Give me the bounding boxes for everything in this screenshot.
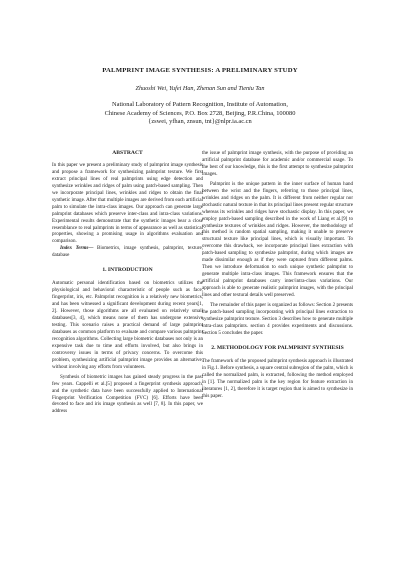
index-terms bbox=[52, 245, 203, 259]
index-terms-label: Index Terms— bbox=[60, 245, 94, 252]
abstract-heading: ABSTRACT bbox=[112, 150, 143, 156]
affiliation-line-2: Chinese Academy of Sciences, P.O. Box 2728, Beijing, P.R.China, 100080 bbox=[104, 109, 296, 117]
methodology-paragraph-1: The framework of the proposed palmprint synthesis approach is illustrated in Fig.1. Before synthesis, a square central subregion of the palm, which is called the normalized palm, is extracted, following the method employed in [1]. The normalized palm is the key region for feature extraction in literatures [1, 2], therefore it is target region that is aimed to synthesize in this paper. bbox=[202, 357, 353, 399]
abstract-text: In this paper we present a preliminary study of palmprint image synthesis and propose a framework for synthesizing palmprint texture. We first extract principal lines of real palmprints using edge detection and synthesize wrinkles and ridges of palm using patch-based sampling. Then we incorporate principal lines, wrinkles and ridges to obtain the final synthetic image. After that multiple images are derived from each artificial palm to simulate the intra-class images. Our approach can generate large palmprint databases which preserve inter-class and intra-class variations. Experimental results demonstrate that the synthetic images bear a close resemblance to real palmprints in terms of appearance as well as statistical properties, showing a promising usage in algorithms evaluation and comparison. bbox=[52, 161, 203, 245]
author-list: Zhuoshi Wei, Yufei Han, Zhenan Sun and Tieniu Tan bbox=[135, 85, 265, 92]
affiliation-line-1: National Laboratory of Pattern Recognition, Institute of Automation, bbox=[112, 101, 288, 108]
left-column bbox=[52, 150, 203, 415]
methodology-heading: 2. METHODOLOGY FOR PALMPRINT SYNTHESIS bbox=[211, 344, 344, 351]
introduction-paragraph-2: Synthesis of biometric images has gained steady progress in the past few years. Cappelli et al.[5] proposed a fingerprint synthesis approach, and the synthetic data have been successfully applied to International Fingerprint Verification Competition (FVC) [6]. Efforts have been devoted to face and iris image synthesis as well [7, 8]. In this paper, we address bbox=[52, 373, 203, 415]
introduction-heading: 1. INTRODUCTION bbox=[102, 267, 153, 274]
contact-emails: {zswei, yfhan, znsun, tnt}@nlpr.ia.ac.cn bbox=[148, 118, 252, 126]
affiliation-block bbox=[0, 101, 400, 127]
introduction-paragraph-1: Automatic personal identification based on biometrics utilizes the physiological and behavioral characteristic of people such as face, fingerprint, iris, etc. Palmprint recognition is a relatively new biometrics, and has been witnessed a significant development during recent years[1, 2]. However, those algorithms are all evaluated on relatively small databases[3, 4], which means none of them has undergone extensive testing. This scenario raises a practical demand of large palmprint databases as common platform to evaluate and compare various palmprint recognition algorithms. Collecting large biometric databases not only is an expensive task due to time and efforts involved, but also brings in controversy issues in terms of privacy concerns. To overcome this problem, synthesizing artificial palmprint image provides an alternative, without involving any efforts from volunteers. bbox=[52, 280, 203, 370]
paper-title: PALMPRINT IMAGE SYNTHESIS: A PRELIMINARY STUDY bbox=[102, 67, 298, 74]
body-paragraph-1: the issue of palmprint image synthesis, with the purpose of providing an artificial palmprint database for academic and/or commercial usage. To the best of our knowledge, this is the first attempt to synthesize palmprint images. bbox=[202, 150, 353, 177]
right-column bbox=[202, 150, 353, 399]
body-paragraph-3: The remainder of this paper is organized as follows: Section 2 presents the patch-based sampling incorporating with principal lines extraction to synthesize palmprint texture. Section 3 describes how to generate multiple intra-class palmprints. section 4 provides experiments and discussions. Section 5 concludes the paper. bbox=[202, 302, 354, 336]
index-terms-text: Biometrics, image synthesis, palmprint, texture, database bbox=[52, 245, 203, 259]
body-paragraph-2: Palmprint is the unique pattern in the inner surface of human hand between the wrist and the fingers, referring to those principal lines, wrinkles and ridges on the palm. It is different from neither regular nor stochastic natural texture in that its principal lines present regular structure whereas its wrinkles and ridges have stochastic display. In this paper, we employ patch-based sampling described in the work of Liang et al.[9] to synthesize textures of wrinkles and ridges. However, the methodology of this method is random spatial sampling, making it unable to preserve structural texture like principal lines, which is visually important. To overcome this drawback, we incorporate principal lines extraction with patch-based sampling to synthesize palmprint, during which images are made dissimilar enough as if they were captured from different palms. Then we introduce deformation to each unique synthetic palmprint to generate multiple intra-class images. This framework ensures that the artificial palmprint databases carry inter/intra-class variations. Our approach is able to generate realistic palmprint images, with the principal lines and other textural details well preserved. bbox=[202, 180, 353, 299]
